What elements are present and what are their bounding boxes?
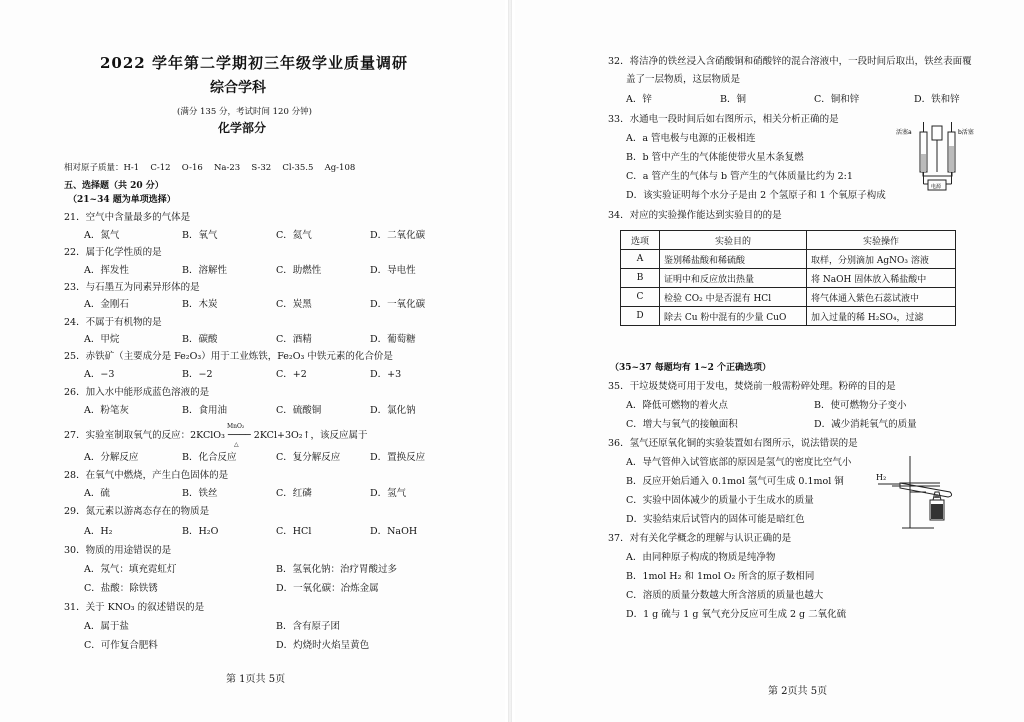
- q26-option-d: D．氯化钠: [370, 405, 416, 416]
- q30-option-c: C．盐酸：除铁锈: [84, 583, 158, 594]
- page-2-footer: 第 2页共 5页: [768, 686, 828, 697]
- q21-option-b: B．氧气: [182, 230, 218, 241]
- q35-option-c: C．增大与氧气的接触面积: [626, 419, 738, 430]
- q34-header-option: 选项: [621, 231, 660, 250]
- q22-option-c: C．助燃性: [276, 265, 322, 276]
- q34-row-b-option: B: [621, 269, 660, 288]
- q26-option-a: A．粉笔灰: [84, 405, 129, 416]
- q33-option-c: C．a 管产生的气体与 b 管产生的气体质量比约为 2:1: [626, 171, 853, 182]
- q26-stem: 26．加入水中能形成蓝色溶液的是: [64, 387, 210, 398]
- q29-option-b: B．H₂O: [182, 526, 219, 537]
- q37-stem: 37．对有关化学概念的理解与认识正确的是: [608, 533, 792, 544]
- q30-stem: 30．物质的用途错误的是: [64, 545, 172, 556]
- q21-option-a: A．氮气: [84, 230, 120, 241]
- q23-stem: 23．与石墨互为同素异形体的是: [64, 282, 200, 293]
- q32-option-c: C．铜和锌: [814, 94, 860, 105]
- q31-option-b: B．含有原子团: [276, 621, 340, 632]
- table-row: [621, 288, 956, 307]
- q22-option-b: B．溶解性: [182, 265, 227, 276]
- q25-option-d: D．+3: [370, 369, 402, 380]
- q32-option-b: B．铜: [720, 94, 746, 105]
- q27-option-c: C．复分解反应: [276, 452, 341, 463]
- exam-subject: 综合学科: [210, 80, 266, 96]
- q34-stem: 34．对应的实验操作能达到实验目的的是: [608, 210, 782, 221]
- q29-stem: 29．氮元素以游离态存在的物质是: [64, 506, 210, 517]
- q22-stem: 22．属于化学性质的是: [64, 247, 162, 258]
- q28-option-a: A．硫: [84, 488, 110, 499]
- q36-option-a: A．导气管伸入试管底部的原因是氢气的密度比空气小: [626, 457, 852, 468]
- q36-option-c: C．实验中固体减少的质量小于生成水的质量: [626, 495, 814, 506]
- q37-option-a: A．由同种原子构成的物质是纯净物: [626, 552, 776, 563]
- multi-choice-note: （35~37 每题均有 1~2 个正确选项）: [610, 363, 772, 373]
- q27-option-a: A．分解反应: [84, 452, 139, 463]
- q34-row-a-operation: 取样，分别滴加 AgNO₃ 溶液: [807, 250, 956, 269]
- q35-option-d: D．减少消耗氧气的质量: [814, 419, 917, 430]
- q34-header-operation: 实验操作: [807, 231, 956, 250]
- q31-option-a: A．属于盐: [84, 621, 129, 632]
- q24-option-c: C．酒精: [276, 334, 312, 345]
- q34-table: [620, 230, 956, 326]
- table-row: [621, 250, 956, 269]
- q34-header-purpose: 实验目的: [660, 231, 807, 250]
- q25-option-c: C．+2: [276, 369, 307, 380]
- q36-option-b: B．反应开始后通入 0.1mol 氢气可生成 0.1mol 铜: [626, 476, 844, 487]
- q28-option-c: C．红磷: [276, 488, 312, 499]
- q27-condition-catalyst: MnO₂: [227, 423, 245, 430]
- q24-option-d: D．葡萄糖: [370, 334, 416, 345]
- q35-stem: 35．干垃圾焚烧可用于发电，焚烧前一般需粉碎处理。粉碎的目的是: [608, 381, 896, 392]
- q27-stem: 27．实验室制取氧气的反应：2KClO₃ ──── 2KCl+3O₂↑，该反应属于: [64, 430, 368, 441]
- q32-stem-line2: 盖了一层物质，这层物质是: [626, 74, 741, 85]
- q24-option-b: B．碳酸: [182, 334, 218, 345]
- q35-option-a: A．降低可燃物的着火点: [626, 400, 728, 411]
- q26-option-c: C．硫酸铜: [276, 405, 322, 416]
- q29-option-d: D．NaOH: [370, 526, 418, 537]
- electrolysis-label-b: b活塞: [958, 129, 974, 136]
- q28-option-d: D．氢气: [370, 488, 407, 499]
- section-title: 五、选择题（共 20 分）: [64, 181, 164, 191]
- q34-table-header: [621, 231, 956, 250]
- q32-option-d: D．铁和锌: [914, 94, 960, 105]
- q21-option-c: C．氦气: [276, 230, 312, 241]
- q31-stem: 31．关于 KNO₃ 的叙述错误的是: [64, 602, 205, 613]
- q36-stem: 36．氢气还原氧化铜的实验装置如右图所示，说法错误的是: [608, 438, 858, 449]
- q22-option-a: A．挥发性: [84, 265, 129, 276]
- hydrogen-reduction-apparatus-figure: [870, 452, 970, 534]
- electrolysis-apparatus-figure: [896, 118, 978, 198]
- q34-row-a-option: A: [621, 250, 660, 269]
- q34-row-d-option: D: [621, 307, 660, 326]
- q33-stem: 33．水通电一段时间后如右图所示，相关分析正确的是: [608, 114, 839, 125]
- section-note: （21~34 题为单项选择）: [68, 195, 176, 205]
- exam-score-time: (满分 135 分，考试时间 120 分钟): [177, 107, 312, 117]
- table-row: [621, 307, 956, 326]
- q34-row-d-operation: 加入过量的稀 H₂SO₄，过滤: [807, 307, 956, 326]
- q26-option-b: B．食用油: [182, 405, 227, 416]
- q31-option-d: D．灼烧时火焰呈黄色: [276, 640, 370, 651]
- q30-option-d: D．一氧化碳：冶炼金属: [276, 583, 379, 594]
- q35-option-b: B．使可燃物分子变小: [814, 400, 907, 411]
- q29-option-a: A．H₂: [84, 526, 113, 537]
- q27-condition-heat: △: [234, 441, 239, 448]
- q23-option-c: C．炭黑: [276, 299, 312, 310]
- q28-stem: 28．在氧气中燃烧，产生白色固体的是: [64, 470, 229, 481]
- exam-title: 2022 学年第二学期初三年级学业质量调研: [100, 54, 408, 72]
- q25-stem: 25．赤铁矿（主要成分是 Fe₂O₃）用于工业炼铁，Fe₂O₃ 中铁元素的化合价是: [64, 351, 393, 362]
- q34-row-c-option: C: [621, 288, 660, 307]
- q34-row-c-operation: 将气体通入紫色石蕊试液中: [807, 288, 956, 307]
- electrolysis-label-a: 活塞a: [896, 129, 912, 136]
- q34-row-b-purpose: 证明中和反应放出热量: [660, 269, 807, 288]
- q24-stem: 24．不属于有机物的是: [64, 317, 162, 328]
- q34-row-d-purpose: 除去 Cu 粉中混有的少量 CuO: [660, 307, 807, 326]
- q25-option-a: A．−3: [84, 369, 115, 380]
- q23-option-b: B．木炭: [182, 299, 218, 310]
- q25-option-b: B．−2: [182, 369, 213, 380]
- q37-option-c: C．溶质的质量分数越大所含溶质的质量也越大: [626, 590, 824, 601]
- q32-stem-line1: 32．将洁净的铁丝浸入含硝酸铜和硝酸锌的混合溶液中，一段时间后取出，铁丝表面覆: [608, 56, 972, 67]
- q33-option-a: A．a 管电极与电源的正极相连: [626, 133, 756, 144]
- page-fold: [508, 0, 512, 722]
- q34-row-b-operation: 将 NaOH 固体放入稀盐酸中: [807, 269, 956, 288]
- q37-option-b: B．1mol H₂ 和 1mol O₂ 所含的原子数相同: [626, 571, 815, 582]
- q23-option-a: A．金刚石: [84, 299, 129, 310]
- q37-option-d: D．1 g 硫与 1 g 氧气充分反应可生成 2 g 二氧化硫: [626, 609, 847, 620]
- q27-option-d: D．置换反应: [370, 452, 426, 463]
- q21-option-d: D．二氧化碳: [370, 230, 426, 241]
- q34-row-a-purpose: 鉴别稀盐酸和稀硫酸: [660, 250, 807, 269]
- page-1-footer: 第 1页共 5页: [226, 674, 286, 685]
- q30-option-b: B．氢氧化钠：治疗胃酸过多: [276, 564, 397, 575]
- q33-option-d: D．该实验证明每个水分子是由 2 个氢原子和 1 个氧原子构成: [626, 190, 886, 201]
- q33-option-b: B．b 管中产生的气体能使带火星木条复燃: [626, 152, 804, 163]
- q32-option-a: A．锌: [626, 94, 652, 105]
- q29-option-c: C．HCl: [276, 526, 312, 537]
- q30-option-a: A．氖气：填充霓虹灯: [84, 564, 177, 575]
- table-row: [621, 269, 956, 288]
- exam-part: 化学部分: [218, 121, 267, 135]
- q28-option-b: B．铁丝: [182, 488, 218, 499]
- atomic-mass: 相对原子质量：H-1 C-12 O-16 Na-23 S-32 Cl-35.5 Ag-108: [64, 163, 356, 173]
- q24-option-a: A．甲烷: [84, 334, 120, 345]
- h2-label: H₂: [876, 473, 887, 482]
- q23-option-d: D．一氧化碳: [370, 299, 426, 310]
- q21-stem: 21．空气中含量最多的气体是: [64, 212, 191, 223]
- electrolysis-label-source: 电源: [931, 184, 942, 190]
- q22-option-d: D．导电性: [370, 265, 416, 276]
- q34-row-c-purpose: 检验 CO₂ 中是否混有 HCl: [660, 288, 807, 307]
- q27-option-b: B．化合反应: [182, 452, 237, 463]
- q36-option-d: D．实验结束后试管内的固体可能是暗红色: [626, 514, 805, 525]
- q31-option-c: C．可作复合肥料: [84, 640, 158, 651]
